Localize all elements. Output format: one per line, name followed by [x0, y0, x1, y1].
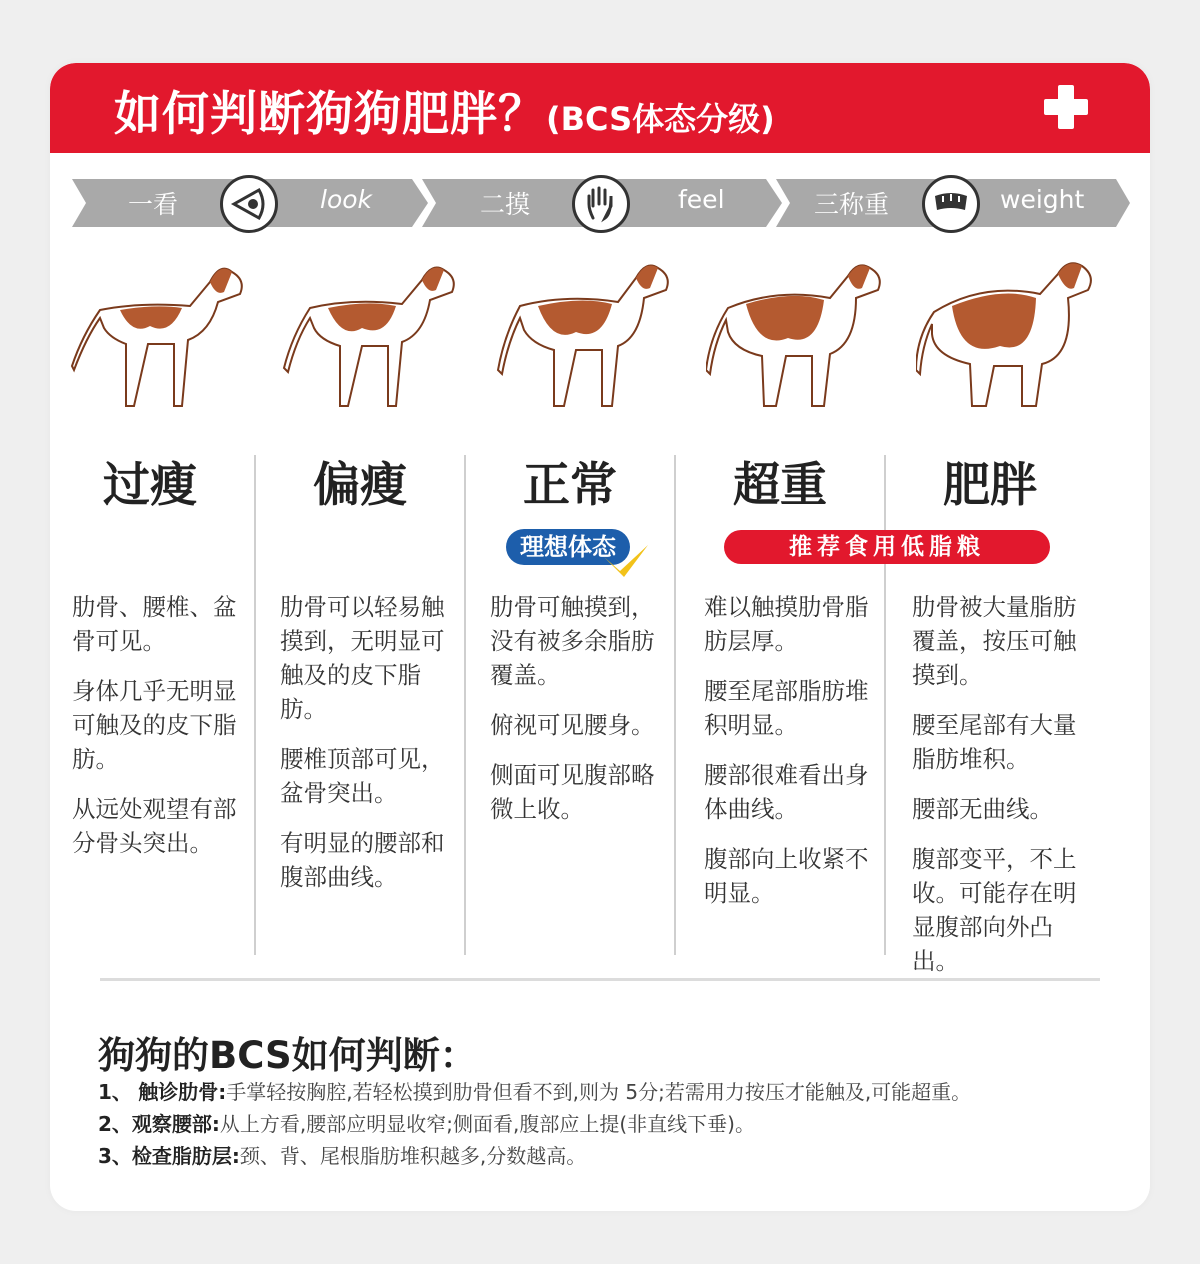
column-title-very-thin: 过瘦	[103, 458, 197, 513]
steps-banner	[72, 175, 1132, 231]
desc-line: 腹部向上收紧不明显。	[704, 845, 869, 907]
column-desc-overweight	[704, 590, 870, 926]
desc-line: 有明显的腰部和腹部曲线。	[280, 829, 445, 891]
step-weight-en: weight	[1000, 185, 1085, 214]
howto-label: 触诊肋骨:	[138, 1080, 227, 1104]
howto-num: 1、	[98, 1080, 132, 1104]
column-divider	[464, 455, 466, 955]
dog-thin-image	[282, 248, 462, 418]
column-desc-thin	[280, 590, 450, 910]
desc-line: 难以触摸肋骨脂肪层厚。	[704, 593, 869, 655]
howto-text: 手掌轻按胸腔,若轻松摸到肋骨但看不到,则为 5分;若需用力按压才能触及,可能超重。	[226, 1080, 972, 1104]
howto-num: 2、	[98, 1112, 132, 1136]
medical-cross-icon	[1044, 85, 1088, 129]
column-divider	[254, 455, 256, 955]
howto-item	[98, 1076, 971, 1108]
desc-line: 身体几乎无明显可触及的皮下脂肪。	[72, 677, 237, 773]
howto-list	[98, 1076, 971, 1172]
dog-very-thin-image	[70, 248, 250, 418]
column-divider	[674, 455, 676, 955]
step-feel-en: feel	[678, 185, 725, 214]
dog-illustrations	[50, 248, 1150, 418]
desc-line: 肋骨被大量脂肪覆盖，按压可触摸到。	[912, 593, 1077, 689]
howto-title: 狗狗的BCS如何判断：	[98, 1034, 477, 1077]
scale-icon	[922, 175, 980, 233]
desc-line: 肋骨、腰椎、盆骨可见。	[72, 593, 237, 655]
desc-line: 腰至尾部有大量脂肪堆积。	[912, 711, 1077, 773]
desc-line: 腰部很难看出身体曲线。	[704, 761, 869, 823]
column-title-thin: 偏瘦	[313, 458, 407, 513]
step-weight-cn: 三称重	[814, 190, 890, 219]
dog-normal-image	[496, 248, 676, 418]
howto-num: 3、	[98, 1144, 132, 1168]
bcs-card	[50, 63, 1150, 1211]
page-title	[114, 77, 775, 144]
hand-icon	[572, 175, 630, 233]
dog-overweight-image	[706, 248, 886, 418]
howto-item	[98, 1140, 971, 1172]
column-title-obese: 肥胖	[943, 458, 1037, 513]
desc-line: 腹部变平，不上收。可能存在明显腹部向外凸出。	[912, 845, 1077, 975]
eye-icon	[220, 175, 278, 233]
desc-line: 从远处观望有部分骨头突出。	[72, 795, 237, 857]
title-main: 如何判断狗狗肥胖？	[114, 87, 546, 142]
dog-obese-image	[916, 248, 1096, 418]
recommend-low-fat-badge: 推荐食用低脂粮	[724, 530, 1050, 564]
column-desc-obese	[912, 590, 1078, 994]
column-desc-very-thin	[72, 590, 248, 876]
howto-label: 检查脂肪层:	[131, 1144, 240, 1168]
step-feel-cn: 二摸	[480, 190, 531, 219]
desc-line: 腰部无曲线。	[912, 795, 1053, 823]
howto-text: 从上方看,腰部应明显收窄;侧面看,腹部应上提(非直线下垂)。	[219, 1112, 755, 1136]
header-bar	[50, 63, 1150, 153]
step-look-cn: 一看	[128, 190, 179, 219]
desc-line: 腰椎顶部可见，盆骨突出。	[280, 745, 445, 807]
desc-line: 侧面可见腹部略微上收。	[490, 761, 655, 823]
column-title-overweight: 超重	[733, 458, 827, 513]
desc-line: 腰至尾部脂肪堆积明显。	[704, 677, 869, 739]
step-look-en: look	[320, 185, 373, 214]
ideal-badge: 理想体态	[506, 529, 630, 565]
desc-line: 肋骨可触摸到，没有被多余脂肪覆盖。	[490, 593, 655, 689]
howto-item	[98, 1108, 971, 1140]
howto-text: 颈、背、尾根脂肪堆积越多,分数越高。	[239, 1144, 587, 1168]
check-icon	[602, 543, 650, 579]
column-desc-normal	[490, 590, 666, 842]
desc-line: 肋骨可以轻易触摸到，无明显可触及的皮下脂肪。	[280, 593, 445, 723]
howto-label: 观察腰部:	[131, 1112, 220, 1136]
section-divider	[100, 978, 1100, 981]
title-sub: (BCS体态分级)	[546, 100, 775, 138]
column-title-normal: 正常	[523, 458, 617, 513]
desc-line: 俯视可见腰身。	[490, 711, 655, 739]
